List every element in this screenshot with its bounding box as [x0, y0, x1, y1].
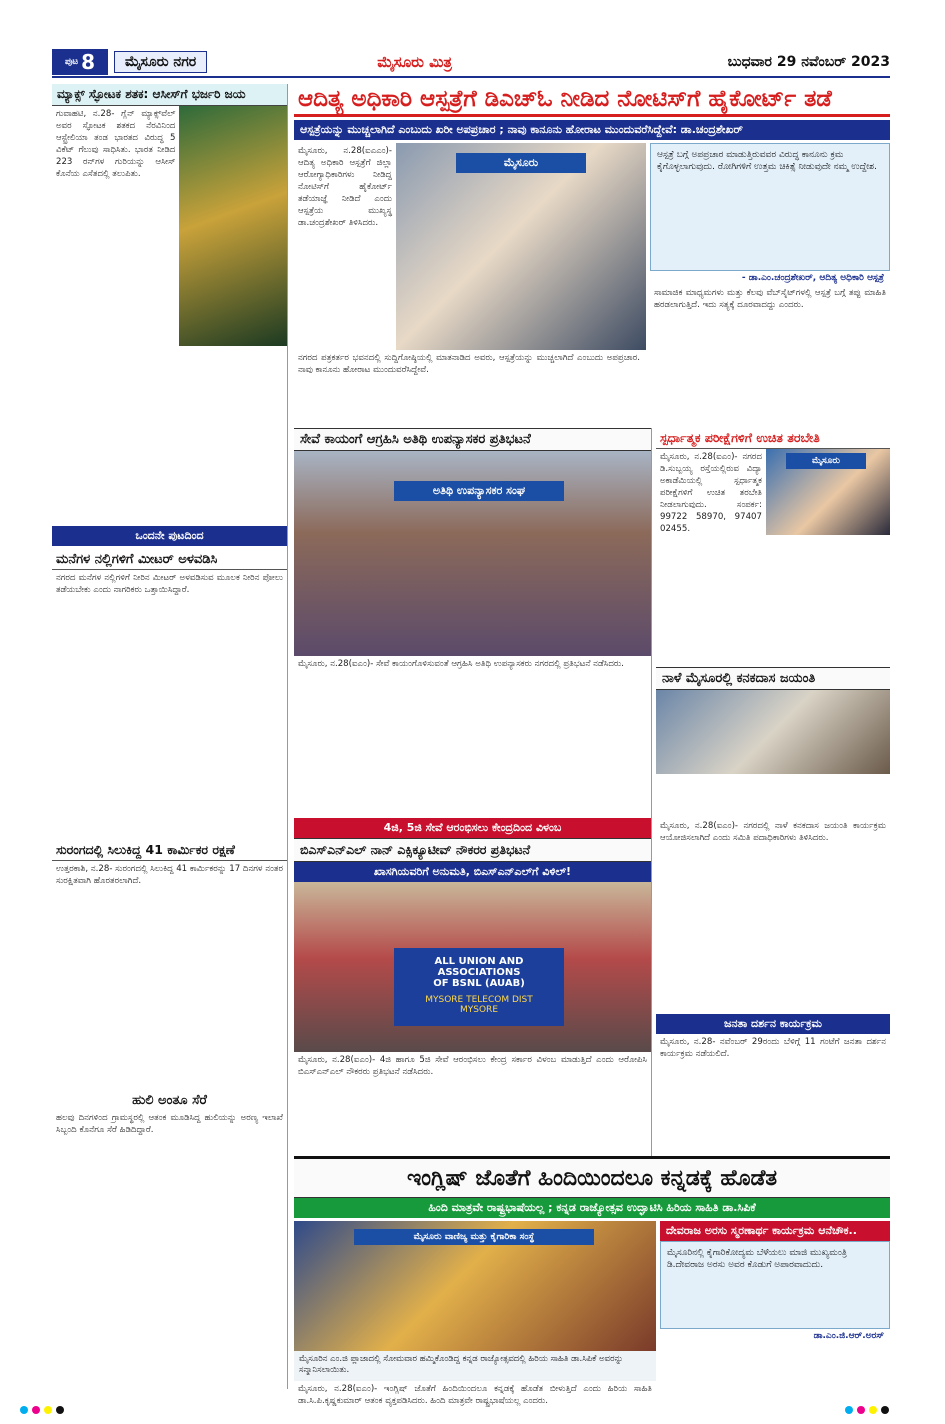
black-dot [56, 1406, 64, 1414]
hindi-photo [294, 1221, 656, 1351]
bsnl-subhead: ಖಾಸಗಿಯವರಿಗೆ ಅನುಮತಿ, ಬಿಎಸ್‌ಎನ್‌ಎಲ್‌ಗೆ ವಿಳಿಲ್! [294, 862, 651, 882]
hindi-body: ಮೈಸೂರು, ನ.28(ಐಎಂ)- ಇಂಗ್ಲಿಷ್ ಜೊತೆಗೆ ಹಿಂದಿಯಿಂದಲೂ ಕನ್ನಡಕ್ಕೆ ಹೊಡೆತ ಬೀಳುತ್ತಿದೆ ಎಂದು ಹಿರಿಯ ಸಾಹಿತಿ ಡಾ.ಸಿ.ಪಿ.ಕೃಷ್ಣಕುಮಾರ್ ಆತಂಕ ವ್ಯಕ್ತಪಡಿಸಿದರು. ಹಿಂದಿ ಮಾತ್ರವೇ ರಾಷ್ಟ್ರಭಾಷೆಯಲ್ಲ ಎಂದರು. [298, 1384, 652, 1407]
black-dot [881, 1406, 889, 1414]
sports-headline: ಮ್ಯಾಕ್ಸ್ ಸ್ಫೋಟಕ ಶತಕ: ಆಸೀಸ್‌ಗೆ ಭರ್ಜರಿ ಜಯ [52, 84, 287, 106]
section-name: ಮೈಸೂರು ನಗರ [114, 51, 207, 73]
tiger-body: ಹಲವು ದಿನಗಳಿಂದ ಗ್ರಾಮಸ್ಥರಲ್ಲಿ ಆತಂಕ ಮೂಡಿಸಿದ್ದ ಹುಲಿಯನ್ನು ಅರಣ್ಯ ಇಲಾಖೆ ಸಿಬ್ಬಂದಿ ಕೊನೆಗೂ ಸೆರೆ ಹಿಡಿದಿದ್ದಾರೆ. [56, 1113, 283, 1135]
protest-photo [294, 451, 651, 656]
issue-date: ಬುಧವಾರ 29 ನವೆಂಬರ್ 2023 [727, 54, 890, 70]
protest-banner: ಅತಿಥಿ ಉಪನ್ಯಾಸಕರ ಸಂಘ [394, 481, 564, 501]
cyan-dot [20, 1406, 28, 1414]
exam-photo-banner: ಮೈಸೂರು [786, 453, 866, 469]
cricketer-photo [179, 106, 287, 346]
bsnl-banner-line1: ALL UNION AND ASSOCIATIONS [434, 956, 524, 979]
hindi-headline: ಇಂಗ್ಲಿಷ್ ಜೊತೆಗೆ ಹಿಂದಿಯಿಂದಲೂ ಕನ್ನಡಕ್ಕೆ ಹೊಡೆತ [294, 1156, 890, 1198]
kanakadasa-headline: ನಾಳೆ ಮೈಸೂರಲ್ಲಿ ಕನಕದಾಸ ಜಯಂತಿ [656, 667, 890, 690]
continued-label: ಒಂದನೇ ಪುಟದಿಂದ [52, 526, 287, 546]
exam-headline: ಸ್ಪರ್ಧಾತ್ಮಕ ಪರೀಕ್ಷೆಗಳಿಗೆ ಉಚಿತ ತರಬೇತಿ [656, 428, 890, 449]
lead-body-bottom: ಸಾಮಾಜಿಕ ಮಾಧ್ಯಮಗಳು ಮತ್ತು ಕೆಲವು ವೆಬ್‌ಸೈಟ್‌ಗಳಲ್ಲಿ ಆಸ್ಪತ್ರೆ ಬಗ್ಗೆ ತಪ್ಪು ಮಾಹಿತಿ ಹರಡಲಾಗುತ್ತಿದೆ. ಇದು ಸತ್ಯಕ್ಕೆ ದೂರವಾದದ್ದು ಎಂದರು. [654, 288, 886, 311]
press-meet-banner: ಮೈಸೂರು [456, 153, 586, 173]
right-column [294, 84, 890, 1407]
bsnl-banner-line2: OF BSNL (AUAB) [433, 978, 525, 990]
tunnel-body: ಉತ್ತರಕಾಶಿ, ನ.28- ಸುರಂಗದಲ್ಲಿ ಸಿಲುಕಿದ್ದ 41 ಕಾರ್ಮಿಕರನ್ನು 17 ದಿನಗಳ ನಂತರ ಸುರಕ್ಷಿತವಾಗಿ ಹೊರತರಲಾಗಿದೆ. [56, 864, 283, 886]
bsnl-row [294, 818, 890, 1156]
tiger-headline: ಹುಲಿ ಅಂತೂ ಸೆರೆ [52, 1091, 287, 1110]
sports-body: ಗುವಾಹಟಿ, ನ.28- ಗ್ಲೆನ್ ಮ್ಯಾಕ್ಸ್‌ವೆಲ್ ಅವರ ಸ್ಫೋಟಕ ಶತಕದ ನೆರವಿನಿಂದ ಆಸ್ಟ್ರೇಲಿಯಾ ತಂಡ ಭಾರತದ ವಿರುದ್ಧ 5 ವಿಕೆಟ್ ಗೆಲುವು ಸಾಧಿಸಿತು. ಭಾರತ ನೀಡಿದ 223 ರನ್‌ಗಳ ಗುರಿಯನ್ನು ಆಸೀಸ್ ಕೊನೆಯ ಎಸೆತದಲ್ಲಿ ತಲುಪಿತು. [56, 109, 176, 179]
bsnl-body: ಮೈಸೂರು, ನ.28(ಐಎಂ)- 4ಜಿ ಹಾಗೂ 5ಜಿ ಸೇವೆ ಆರಂಭಿಸಲು ಕೇಂದ್ರ ಸರ್ಕಾರ ವಿಳಂಬ ಮಾಡುತ್ತಿದೆ ಎಂದು ಆರೋಪಿಸಿ ಬಿಎಸ್‌ಎನ್‌ಎಲ್ ನೌಕರರು ಪ್ರತಿಭಟನೆ ನಡೆಸಿದರು. [298, 1055, 647, 1078]
hindi-subhead: ಹಿಂದಿ ಮಾತ್ರವೇ ರಾಷ್ಟ್ರಭಾಷೆಯಲ್ಲ ; ಕನ್ನಡ ರಾಜ್ಯೋತ್ಸವ ಉದ್ಘಾಟಿಸಿ ಹಿರಿಯ ಸಾಹಿತಿ ಡಾ.ಸಿಪಿಕೆ [294, 1198, 890, 1218]
registration-marks-right [845, 1406, 889, 1414]
exam-photo [766, 449, 890, 535]
masthead [52, 48, 890, 78]
hindi-story [294, 1221, 890, 1424]
page-number: 8 [81, 50, 96, 74]
kanakadasa-photo [656, 690, 890, 774]
yellow-dot [44, 1406, 52, 1414]
lead-headline: ಆದಿತ್ಯ ಅಧಿಕಾರಿ ಆಸ್ಪತ್ರೆಗೆ ಡಿಎಚ್‌ಓ ನೀಡಿದ ನೋಟಿಸ್‌ಗೆ ಹೈಕೋರ್ಟ್ ತಡೆ [294, 84, 890, 117]
meters-body: ನಗರದ ಮನೆಗಳ ನಲ್ಲಿಗಳಿಗೆ ನೀರಿನ ಮೀಟರ್ ಅಳವಡಿಸುವ ಮೂಲಕ ನೀರಿನ ಪೋಲು ತಡೆಯಬೇಕು ಎಂದು ನಾಗರಿಕರು ಒತ್ತಾಯಿಸಿದ್ದಾರೆ. [56, 573, 283, 595]
sports-story [52, 106, 287, 526]
lead-subhead: ಆಸ್ಪತ್ರೆಯನ್ನು ಮುಚ್ಚಲಾಗಿದೆ ಎಂಬುದು ಖರೀ ಅಪಪ್ರಚಾರ ; ನಾವು ಕಾನೂನು ಹೋರಾಟ ಮುಂದುವರೆಸಿದ್ದೇವೆ: ಡಾ.ಚಂದ್ರಶೇಖರ್ [294, 120, 890, 140]
middle-row [294, 428, 890, 818]
registration-marks-left [20, 1406, 64, 1414]
cyan-dot [845, 1406, 853, 1414]
arasu-quote-byline: ಡಾ.ಎಂ.ಜಿ.ಆರ್.ಅರಸ್ [813, 1331, 884, 1342]
left-column [52, 84, 288, 1389]
bsnl-band: 4ಜಿ, 5ಜಿ ಸೇವೆ ಆರಂಭಿಸಲು ಕೇಂದ್ರದಿಂದ ವಿಳಂಬ [294, 818, 651, 838]
protest-headline: ಸೇವೆ ಕಾಯಂಗೆ ಆಗ್ರಹಿಸಿ ಅತಿಥಿ ಉಪನ್ಯಾಸಕರ ಪ್ರತಿಭಟನೆ [294, 428, 651, 451]
magenta-dot [857, 1406, 865, 1414]
lead-body-left: ಮೈಸೂರು, ನ.28(ಐಎಎಂ)- ಆದಿತ್ಯ ಅಧಿಕಾರಿ ಆಸ್ಪತ್ರೆಗೆ ಜಿಲ್ಲಾ ಆರೋಗ್ಯಾಧಿಕಾರಿಗಳು ನೀಡಿದ್ದ ನೋಟಿಸ್‌ಗೆ ಹೈಕೋರ್ಟ್ ತಡೆಯಾಜ್ಞೆ ನೀಡಿದೆ ಎಂದು ಆಸ್ಪತ್ರೆಯ ಮುಖ್ಯಸ್ಥ ಡಾ.ಚಂದ್ರಶೇಖರ್ ತಿಳಿಸಿದರು. [298, 146, 392, 229]
hindi-photo-banner: ಮೈಸೂರು ವಾಣಿಜ್ಯ ಮತ್ತು ಕೈಗಾರಿಕಾ ಸಂಸ್ಥೆ [354, 1229, 594, 1245]
tunnel-headline: ಸುರಂಗದಲ್ಲಿ ಸಿಲುಕಿದ್ದ 41 ಕಾರ್ಮಿಕರ ರಕ್ಷಣೆ [52, 840, 287, 861]
bsnl-banner [394, 948, 564, 1026]
bsnl-photo [294, 882, 651, 1052]
arasu-quote-head: ದೇವರಾಜ ಅರಸು ಸ್ಮರಣಾರ್ಥ ಕಾರ್ಯಕ್ರಮ ಆನೆಚೌಕ.. [660, 1221, 890, 1241]
page-label: ಪುಟ [64, 57, 79, 67]
page-number-box [52, 49, 108, 75]
meters-headline: ಮನೆಗಳ ನಲ್ಲಿಗಳಿಗೆ ಮೀಟರ್ ಅಳವಡಿಸಿ [52, 550, 287, 570]
lead-body-right: ನಗರದ ಪತ್ರಕರ್ತರ ಭವನದಲ್ಲಿ ಸುದ್ದಿಗೋಷ್ಠಿಯಲ್ಲಿ ಮಾತನಾಡಿದ ಅವರು, ಆಸ್ಪತ್ರೆಯನ್ನು ಮುಚ್ಚಲಾಗಿದೆ ಎಂಬುದು ಅಪಪ್ರಚಾರ. ನಾವು ಕಾನೂನು ಹೋರಾಟ ಮುಂದುವರೆಸಿದ್ದೇವೆ. [298, 353, 640, 376]
bsnl-headline: ಬಿಎಸ್‌ಎನ್‌ಎಲ್ ನಾನ್ ಎಕ್ಸಿಕ್ಯೂಟೀವ್ ನೌಕರರ ಪ್ರತಿಭಟನೆ [294, 838, 651, 862]
janata-darshan-body: ಮೈಸೂರು, ನ.28- ನವೆಂಬರ್ 29ರಂದು ಬೆಳಿಗ್ಗೆ 11 ಗಂಟೆಗೆ ಜನತಾ ದರ್ಶನ ಕಾರ್ಯಕ್ರಮ ನಡೆಯಲಿದೆ. [660, 1037, 886, 1060]
kanakadasa-body: ಮೈಸೂರು, ನ.28(ಐಎಂ)- ನಗರದಲ್ಲಿ ನಾಳೆ ಕನಕದಾಸ ಜಯಂತಿ ಕಾರ್ಯಕ್ರಮ ಆಯೋಜಿಸಲಾಗಿದೆ ಎಂದು ಸಮಿತಿ ಪದಾಧಿಕಾರಿಗಳು ತಿಳಿಸಿದರು. [660, 821, 886, 844]
exam-body: ಮೈಸೂರು, ನ.28(ಐಎಂ)- ನಗರದ ಡಿ.ಸುಬ್ಬಯ್ಯ ರಸ್ತೆಯಲ್ಲಿರುವ ವಿದ್ಯಾ ಅಕಾಡೆಮಿಯಲ್ಲಿ ಸ್ಪರ್ಧಾತ್ಮಕ ಪರೀಕ್ಷೆಗಳಿಗೆ ಉಚಿತ ತರಬೇತಿ ನೀಡಲಾಗುವುದು. ಸಂಪರ್ಕ: 99722 58970, 97407 02455. [660, 452, 762, 535]
hindi-caption: ಮೈಸೂರಿನ ಎಂ.ಜಿ ಪ್ಲಾಜಾದಲ್ಲಿ ಸೋಮವಾರ ಹಮ್ಮಿಕೊಂಡಿದ್ದ ಕನ್ನಡ ರಾಜ್ಯೋತ್ಸವದಲ್ಲಿ ಹಿರಿಯ ಸಾಹಿತಿ ಡಾ.ಸಿಪಿಕೆ ಅವರನ್ನು ಸನ್ಮಾನಿಸಲಾಯಿತು. [294, 1351, 656, 1381]
lead-quote: ಆಸ್ಪತ್ರೆ ಬಗ್ಗೆ ಅಪಪ್ರಚಾರ ಮಾಡುತ್ತಿರುವವರ ವಿರುದ್ಧ ಕಾನೂನು ಕ್ರಮ ಕೈಗೊಳ್ಳಲಾಗುವುದು. ರೋಗಿಗಳಿಗೆ ಉತ್ತಮ ಚಿಕಿತ್ಸೆ ನೀಡುವುದೇ ನಮ್ಮ ಉದ್ದೇಶ. [650, 143, 890, 271]
arasu-quote: ಮೈಸೂರಿನಲ್ಲಿ ಕೈಗಾರಿಕೋದ್ಯಮ ಬೆಳೆಯಲು ಮಾಜಿ ಮುಖ್ಯಮಂತ್ರಿ ಡಿ.ದೇವರಾಜ ಅರಸು ಅವರ ಕೊಡುಗೆ ಅಪಾರವಾದುದು. [660, 1241, 890, 1329]
protest-body: ಮೈಸೂರು, ನ.28(ಐಎಂ)- ಸೇವೆ ಕಾಯಂಗೊಳಿಸುವಂತೆ ಆಗ್ರಹಿಸಿ ಅತಿಥಿ ಉಪನ್ಯಾಸಕರು ನಗರದಲ್ಲಿ ಪ್ರತಿಭಟನೆ ನಡೆಸಿದರು. [298, 659, 624, 670]
lead-quote-byline: - ಡಾ.ಎಂ.ಚಂದ್ರಶೇಖರ್, ಆದಿತ್ಯ ಅಧಿಕಾರಿ ಆಸ್ಪತ್ರೆ [741, 273, 884, 284]
exam-body-cont [656, 599, 890, 667]
bsnl-banner-line4: MYSORE [460, 1005, 498, 1016]
janata-darshan-head: ಜನತಾ ದರ್ಶನ ಕಾರ್ಯಕ್ರಮ [656, 1014, 890, 1034]
paper-name: ಮೈಸೂರು ಮಿತ್ರ [377, 53, 453, 71]
lead-story-top [294, 143, 890, 350]
magenta-dot [32, 1406, 40, 1414]
sports-body-cont [179, 346, 287, 526]
bsnl-banner-line3: MYSORE TELECOM DIST [425, 995, 533, 1006]
yellow-dot [869, 1406, 877, 1414]
press-meet-photo [396, 143, 646, 350]
